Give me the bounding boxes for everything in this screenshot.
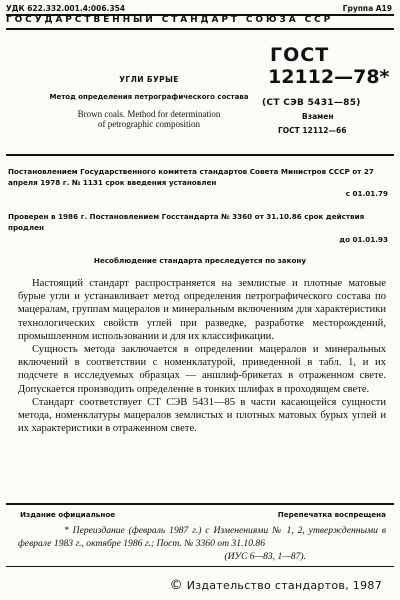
paragraph-scope: Настоящий стандарт распространяется на землистые и плотные матовые бурые угли и устанавливает метод определения петрографического состава по мацералам, группам мацералов и минеральным включениям для характеристики технологических свойств углей при разведке, разработке месторождений, промышленном использовании и для их классификации.: [18, 278, 386, 342]
copyright-line: [170, 578, 382, 593]
reprint-note-main: * Переиздание (февраль 1987 г.) с Изменениями № 1, 2, утвержденными в феврале 1983 г., октябре 1986 г.; Пост. № 3360 от 31.10.86: [18, 525, 386, 549]
extended-date: до 01.01.93: [339, 235, 388, 244]
paragraph-conformity: Стандарт соответствует СТ СЭВ 5431—85 в части касающейся сущности метода, номенклатуры мацералов землистых и плотных матовых бурых углей и их характеристики в отраженном свете.: [18, 396, 386, 435]
reprint-note-tail: (ИУС 6—83, 1—87).: [224, 551, 306, 562]
standard-subtitle: Метод определения петрографического состава: [49, 93, 249, 101]
noncompliance-notice: Несоблюдение стандарта преследуется по закону: [93, 256, 307, 265]
publisher: Издательство стандартов, 1987: [186, 579, 382, 592]
st-sev-reference: (СТ СЭВ 5431—85): [262, 98, 361, 108]
paragraph-essence: Сущность метода заключается в определении мацералов и минеральных включений в соответствии с номенклатурой, приведенной в табл. 1, и их подсчете в исследуемых образцах — аншлиф-брикетах в отраженном свете. Допускается производить определение в тонких шлифах в проходящем свете.: [18, 344, 386, 395]
bottom-rule: [6, 566, 394, 567]
header-rule: [6, 28, 394, 30]
reprint-note: [18, 524, 386, 563]
group-code: Группа А19: [342, 4, 392, 13]
standard-title: УГЛИ БУРЫЕ: [119, 75, 179, 84]
reprint-prohibited: Перепечатка воспрещена: [277, 510, 386, 519]
copyright-icon: ©: [169, 578, 183, 593]
gost-number: 12112—78*: [268, 66, 390, 88]
udk-code: УДК 622.332.001.4:006.354: [6, 4, 126, 13]
decree-text: Постановлением Государственного комитета стандартов Совета Министров СССР от 27 апреля 1978 г. № 1131 срок введения установлен: [8, 167, 374, 187]
standard-title-english: [40, 109, 258, 129]
footer-rule: [6, 503, 394, 505]
effective-date: с 01.01.79: [345, 189, 388, 198]
english-title-line-2: of petrographic composition: [98, 119, 200, 129]
section-rule: [6, 154, 394, 156]
gost-label: ГОСТ: [270, 44, 330, 66]
replaces-label: Взамен: [302, 112, 334, 121]
replaced-standard: ГОСТ 12112—66: [278, 126, 347, 135]
document-header-title: ГОСУДАРСТВЕННЫЙ СТАНДАРТ СОЮЗА ССР: [6, 15, 334, 25]
official-edition: Издание официальное: [20, 510, 116, 519]
english-title-line-1: Brown coals. Method for determination: [77, 109, 221, 119]
check-text: Проверен в 1986 г. Постановлением Госстандарта № 3360 от 31.10.86 срок действия продлен: [8, 212, 365, 232]
main-text: [18, 277, 386, 435]
